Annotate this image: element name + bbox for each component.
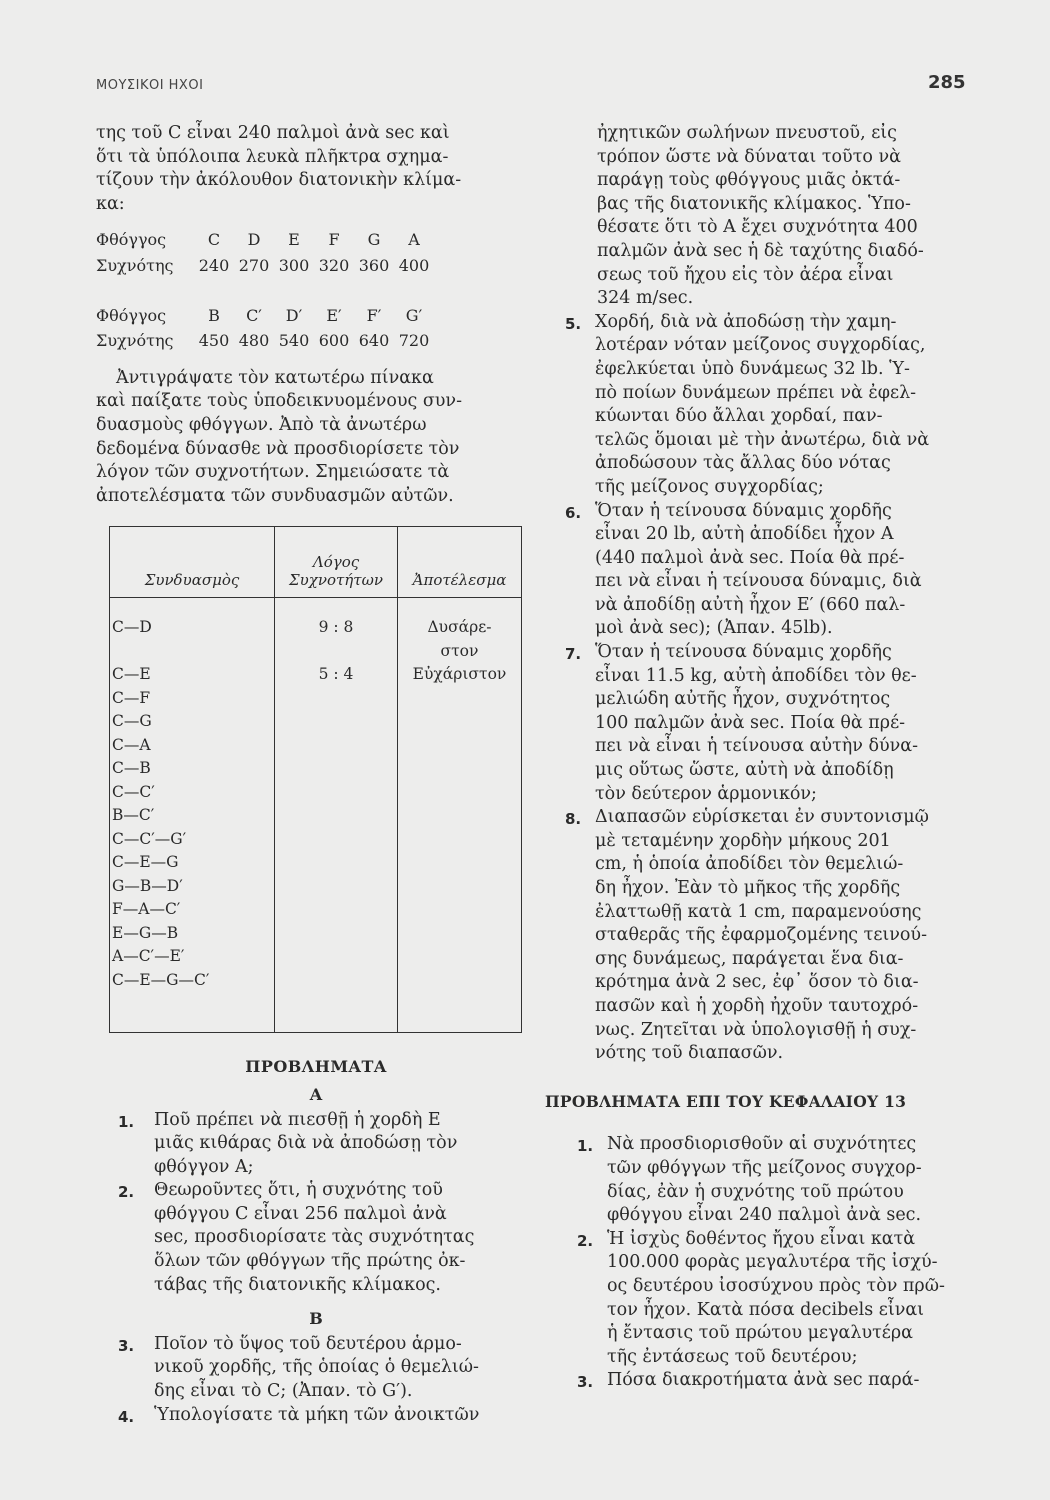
text-line: πασῶν καὶ ἡ χορδὴ ἠχοῦν ταυτοχρό- [595, 995, 919, 1016]
table-header-combination: Συνδυασμὸς [110, 527, 275, 598]
text-line: δη ἦχον. Ἐὰν τὸ μῆκος τῆς χορδῆς [595, 878, 901, 898]
text-line: τρόπον ὥστε νὰ δύναται τοῦτο νὰ [597, 146, 901, 167]
text-line: ἐλαττωθῇ κατὰ 1 cm, παραμενούσης [595, 901, 922, 922]
text-line: μοὶ ἀνὰ sec); (Ἀπαν. 45lb). [595, 618, 833, 639]
text-line: σταθερᾶς τῆς ἐφαρμοζομένης τεινού- [595, 925, 927, 946]
freq-cell: 450 [198, 331, 230, 351]
text-line: πει νὰ εἶναι ἡ τείνουσα αὐτὴν δύνα- [595, 736, 918, 757]
text-line: τῆς μείζονος συγχορδίας; [595, 476, 824, 497]
table-cell: 5 : 4 [318, 665, 354, 684]
problem-number: 1. [577, 1137, 594, 1156]
text-line: Ποῖον τὸ ὕψος τοῦ δευτέρου ἁρμο- [154, 1333, 462, 1354]
problem-number: 2. [118, 1183, 135, 1202]
text-line: νως. Ζητεῖται νὰ ὑπολογισθῇ ἡ συχ- [595, 1019, 917, 1040]
problem-number: 3. [118, 1336, 135, 1355]
text-line: μιᾶς κιθάρας διὰ νὰ ἀποδώσῃ τὸν [154, 1133, 458, 1154]
text-line: λοτέραν νόταν μείζονος συγχορδίας, [595, 335, 926, 356]
text-line: Ἀντιγράψατε τὸν κατωτέρω πίνακα [116, 367, 434, 388]
freq-label: Συχνότης [96, 255, 174, 275]
running-title: ΜΟΥΣΙΚΟΙ ΗΧΟΙ [96, 78, 204, 93]
text-line: τῆς ἐντάσεως τοῦ δευτέρου; [607, 1346, 858, 1367]
text-line: πει νὰ εἶναι ἡ τείνουσα δύναμις, διὰ [595, 571, 922, 592]
text-line: νικοῦ χορδῆς, τῆς ὁποίας ὁ θεμελιώ- [154, 1357, 479, 1378]
text-line: παλμῶν ἀνὰ sec ἡ δὲ ταχύτης διαδό- [597, 240, 924, 261]
text-line: Ὅταν ἡ τείνουσα δύναμις χορδῆς [595, 500, 892, 521]
text-line: τάβας τῆς διατονικῆς κλίμακος. [154, 1274, 441, 1295]
instructions-paragraph [96, 367, 536, 509]
table-cell: C—F [112, 688, 151, 707]
note-label: Φθόγγος [96, 230, 167, 250]
text-line: κρότημα ἀνὰ 2 sec, ἐφ᾿ ὅσον τὸ δια- [595, 972, 919, 993]
combinations-table [109, 526, 522, 1033]
text-line: Ἡ ἰσχὺς δοθέντος ἤχου εἶναι κατὰ [607, 1228, 916, 1249]
problem-number: 8. [565, 810, 582, 829]
problem-item [565, 500, 985, 642]
text-line: φθόγγου εἶναι 240 παλμοὶ ἀνὰ sec. [607, 1205, 922, 1226]
text-line: Θεωροῦντες ὅτι, ἡ συχνότης τοῦ [154, 1180, 443, 1201]
text-line: φθόγγον A; [154, 1156, 254, 1177]
table-header-ratio: Λόγος Συχνοτήτων [275, 527, 398, 598]
freq-cell: 360 [358, 255, 390, 275]
text-line: 324 m/sec. [597, 288, 694, 309]
note-label: Φθόγγος [96, 305, 167, 325]
text-line: δυασμοὺς φθόγγων. Ἀπὸ τὰ ἀνωτέρω [96, 414, 427, 435]
table-cell [275, 640, 397, 664]
text-line: δης εἶναι τὸ C; (Ἀπαν. τὸ G′). [154, 1381, 413, 1402]
table-cell: C—A [112, 735, 151, 754]
text-line: Χορδή, διὰ νὰ ἀποδώσῃ τὴν χαμη- [595, 311, 897, 332]
problem-item [565, 806, 985, 1066]
page-number: 285 [928, 72, 966, 93]
text-line: Ποῦ πρέπει νὰ πιεσθῇ ἡ χορδὴ E [154, 1109, 441, 1130]
text-line: της τοῦ C εἶναι 240 παλμοὶ ἀνὰ sec καὶ [96, 123, 450, 143]
text-line: κύωνται δύο ἄλλαι χορδαί, παν- [595, 406, 883, 427]
note-cell: F [328, 230, 340, 250]
freq-cell: 640 [358, 331, 390, 351]
table-cell: C—D [112, 618, 152, 637]
table-cell: C—G [112, 712, 152, 731]
text-line: Πόσα διακροτήματα ἀνὰ sec παρά- [607, 1370, 920, 1391]
table-cell: στον [440, 641, 479, 660]
problem-item [577, 1369, 985, 1395]
text-line: εἶναι 20 lb, αὐτὴ ἀποδίδει ἦχον A [595, 524, 894, 545]
text-line: καὶ παίξατε τοὺς ὑποδεικνυομένους συν- [96, 391, 462, 412]
left-column [96, 122, 536, 1429]
note-cell: C′ [246, 305, 262, 325]
problem-item [118, 1179, 536, 1297]
text-line: τελῶς ὅμοιαι μὲ τὴν ἀνωτέρω, διὰ νὰ [595, 429, 930, 450]
text-line: μις οὕτως ὥστε, αὐτὴ νὰ ἀποδίδῃ [595, 760, 894, 781]
freq-cell: 320 [318, 255, 350, 275]
text-line: cm, ἡ ὁποία ἀποδίδει τὸν θεμελιώ- [595, 854, 904, 875]
text-line: ἡ ἔντασις τοῦ πρώτου μεγαλυτέρα [607, 1323, 913, 1344]
freq-cell: 400 [398, 255, 430, 275]
text-line: εἶναι 11.5 kg, αὐτὴ ἀποδίδει τὸν θε- [595, 665, 917, 686]
problem-item [565, 641, 985, 806]
text-line: λόγον τῶν συχνοτήτων. Σημειώσατε τὰ [96, 462, 450, 483]
table-cell: C—C′ [112, 782, 155, 801]
freq-cell: 720 [398, 331, 430, 351]
text-line: ὅλων τῶν φθόγγων τῆς πρώτης ὀκ- [154, 1251, 466, 1272]
intro-paragraph [96, 122, 536, 216]
table-cell: C—C′—G′ [112, 829, 187, 848]
table-cell: F—A—C′ [112, 900, 181, 919]
freq-cell: 600 [318, 331, 350, 351]
scale1-freqs-row [96, 254, 434, 280]
table-cell: E—G—B [112, 923, 179, 942]
problem-item [577, 1228, 985, 1370]
scale2-freqs-row [96, 329, 434, 355]
section-b-label: Β [309, 1309, 323, 1329]
table-cell: 9 : 8 [318, 618, 354, 637]
table-header-result: Ἀποτέλεσμα [398, 527, 522, 598]
table-cell: C—B [112, 759, 151, 778]
problem-item [565, 311, 985, 500]
chapter-problems-heading: ΠΡΟΒΛΗΜΑΤΑ ΕΠΙ ΤΟΥ ΚΕΦΑΛΑΙΟΥ 13 [545, 1091, 907, 1111]
problem-number: 3. [577, 1373, 594, 1392]
right-column [545, 122, 985, 1395]
note-cell: E′ [326, 305, 342, 325]
text-line: Ὅταν ἡ τείνουσα δύναμις χορδῆς [595, 642, 892, 663]
note-cell: D′ [285, 305, 303, 325]
section-a-label: Α [309, 1084, 323, 1104]
table-cell [110, 640, 274, 664]
note-cell: G [367, 230, 381, 250]
problem-number: 7. [565, 645, 582, 664]
note-cell: G′ [405, 305, 423, 325]
text-line: τίζουν τὴν ἀκόλουθον διατονικὴν κλίμα- [96, 170, 462, 191]
freq-cell: 480 [238, 331, 270, 351]
table-cell: B—C′ [112, 806, 155, 825]
freq-cell: 240 [198, 255, 230, 275]
freq-cell: 300 [278, 255, 310, 275]
table-cell: C—E—G [112, 853, 179, 872]
text-line: σης δυνάμεως, παράγεται ἕνα δια- [595, 948, 904, 969]
table-cell: A—C′—E′ [112, 947, 185, 966]
freq-label: Συχνότης [96, 331, 174, 351]
text-line: φθόγγου C εἶναι 256 παλμοὶ ἀνὰ [154, 1203, 447, 1224]
table-cell: Εὐχάριστον [412, 665, 507, 684]
problem-item [577, 1133, 985, 1227]
text-line: sec, προσδιορίσατε τὰς συχνότητας [154, 1227, 475, 1248]
text-line: δεδομένα δύνασθε νὰ προσδιορίσετε τὸν [96, 438, 460, 459]
text-line: τὸν δεύτερον ἁρμονικόν; [595, 783, 817, 804]
problem-item [118, 1109, 536, 1180]
table-cell: G—B—D′ [112, 876, 183, 895]
text-line: δίας, ἐὰν ἡ συχνότης τοῦ πρώτου [607, 1181, 904, 1202]
text-line: βας τῆς διατονικῆς κλίμακος. Ὑπο- [597, 193, 911, 214]
problem-number: 2. [577, 1231, 594, 1250]
text-line: Διαπασῶν εὑρίσκεται ἐν συντονισμῷ [595, 807, 929, 828]
text-line: μελιώδη αὐτῆς ἦχον, συχνότητος [595, 689, 891, 710]
problem-number: 6. [565, 503, 582, 522]
note-cell: C [207, 230, 221, 250]
problem-number: 1. [118, 1112, 135, 1131]
note-cell: B [208, 305, 220, 325]
continued-paragraph [545, 122, 985, 311]
problem-item [118, 1333, 536, 1404]
text-line: κα: [96, 193, 125, 214]
text-line: 100 παλμῶν ἀνὰ sec. Ποία θὰ πρέ- [595, 712, 906, 733]
text-line: Νὰ προσδιορισθοῦν αἱ συχνότητες [607, 1134, 917, 1155]
combination-column [110, 598, 275, 1033]
ratio-column [275, 598, 398, 1033]
note-cell: F′ [366, 305, 382, 325]
note-cell: E [288, 230, 300, 250]
text-line: τῶν φθόγγων τῆς μείζονος συγχορ- [607, 1157, 922, 1178]
note-cell: D [247, 230, 261, 250]
problem-number: 4. [118, 1407, 135, 1426]
freq-cell: 540 [278, 331, 310, 351]
table-cell: Δυσάρε- [427, 618, 492, 637]
text-line: 100.000 φορὰς μεγαλυτέρα τῆς ἰσχύ- [607, 1252, 938, 1273]
note-cell: A [408, 230, 420, 250]
text-line: νότης τοῦ διαπασῶν. [595, 1043, 784, 1064]
result-column [398, 598, 522, 1033]
text-line: ὅτι τὰ ὑπόλοιπα λευκὰ πλῆκτρα σχημα- [96, 146, 449, 167]
text-line: (440 παλμοὶ ἀνὰ sec. Ποία θὰ πρέ- [595, 547, 905, 568]
text-line: ος δευτέρου ἰσοσύχνου πρὸς τὸν πρῶ- [607, 1275, 945, 1296]
text-line: νὰ ἀποδίδῃ αὐτὴ ἦχον E′ (660 παλ- [595, 594, 906, 615]
freq-cell: 270 [238, 255, 270, 275]
scale2-notes-row [96, 304, 434, 330]
text-line: πὸ ποίων δυνάμεων πρέπει νὰ ἐφελ- [595, 382, 917, 403]
text-line: ἐφελκύεται ὑπὸ δυνάμεως 32 lb. Ὑ- [595, 358, 910, 379]
table-cell: C—E [112, 665, 151, 684]
scale1-notes-row [96, 228, 434, 254]
table-cell: C—E—G—C′ [112, 970, 210, 989]
text-line: θέσατε ὅτι τὸ A ἔχει συχνότητα 400 [597, 217, 918, 238]
problems-heading: ΠΡΟΒΛΗΜΑΤΑ [245, 1057, 387, 1077]
text-line: σεως τοῦ ἤχου εἰς τὸν ἀέρα εἶναι [597, 264, 894, 285]
text-line: τον ἦχον. Κατὰ πόσα decibels εἶναι [607, 1299, 925, 1320]
text-line: μὲ τεταμένην χορδὴν μήκους 201 [595, 830, 891, 851]
text-line: ἠχητικῶν σωλήνων πνευστοῦ, εἰς [597, 123, 897, 143]
text-line: παράγῃ τοὺς φθόγγους μιᾶς ὀκτά- [597, 170, 901, 191]
problem-number: 5. [565, 314, 582, 333]
text-line: ἀποτελέσματα τῶν συνδυασμῶν αὐτῶν. [96, 485, 454, 506]
scale-table [96, 228, 434, 354]
problem-item [118, 1404, 536, 1430]
text-line: ἀποδώσουν τὰς ἄλλας δύο νότας [595, 453, 891, 474]
text-line: Ὑπολογίσατε τὰ μήκη τῶν ἀνοικτῶν [154, 1404, 480, 1425]
